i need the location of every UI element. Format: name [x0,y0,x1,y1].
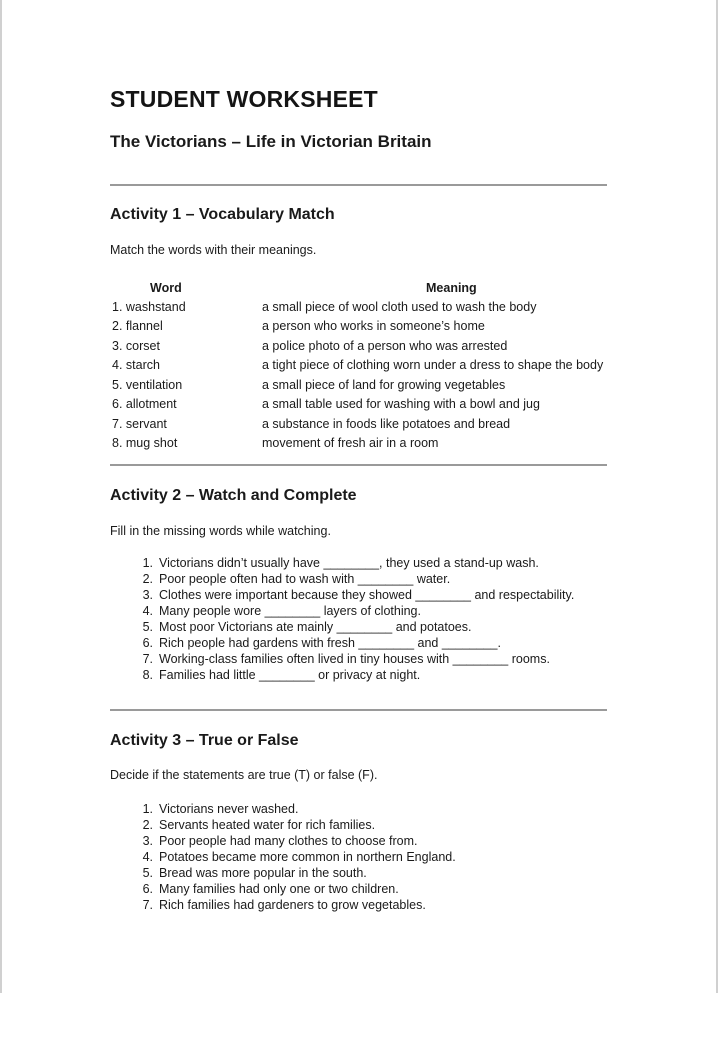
item-number: 4. [142,604,153,618]
list-item [110,635,574,651]
item-number: 1. [142,556,153,570]
vocab-meaning: movement of fresh air in a room [262,436,439,451]
activity1-heading: Activity 1 – Vocabulary Match [110,206,335,223]
item-number: 2. [142,818,153,832]
list-item [110,897,456,913]
item-text: Victorians never washed. [159,802,299,816]
table-row [110,317,610,337]
list-item [110,571,574,587]
page-edge-right [716,0,718,993]
true-false-list [110,801,456,913]
vocab-meaning: a person who works in someone’s home [262,319,485,334]
item-number: 3. [142,588,153,602]
item-number: 5. [142,620,153,634]
list-item [110,555,574,571]
item-number: 7. [142,898,153,912]
item-text: Rich people had gardens with fresh ________ and ________. [159,636,501,650]
item-text: Servants heated water for rich families. [159,818,376,832]
item-text: Poor people had many clothes to choose from. [159,834,418,848]
item-number: 5. [142,866,153,880]
vocab-word: 4. starch [112,358,160,373]
fill-in-list [110,555,574,683]
table-row [110,434,610,454]
activity1-instruction: Match the words with their meanings. [110,243,317,257]
vocab-word: 1. washstand [112,299,186,314]
item-number: 4. [142,850,153,864]
table-row [110,375,610,395]
item-text: Potatoes became more common in northern England. [159,850,456,864]
item-text: Many people wore ________ layers of clothing. [159,604,421,618]
activity2-instruction: Fill in the missing words while watching. [110,524,331,538]
list-item [110,801,456,817]
item-number: 8. [142,668,153,682]
item-text: Working-class families often lived in tiny houses with ________ rooms. [159,652,550,666]
vocab-meaning: a police photo of a person who was arrested [262,338,508,353]
list-item [110,849,456,865]
vocab-word: 5. ventilation [112,377,183,392]
vocab-meaning: a small piece of land for growing vegetables [262,377,506,392]
list-item [110,865,456,881]
vocab-meaning: a small table used for washing with a bowl and jug [262,397,540,412]
page-edge-left [0,0,2,993]
list-item [110,619,574,635]
list-item [110,587,574,603]
vocabulary-table [110,278,610,453]
activity3-instruction: Decide if the statements are true (T) or false (F). [110,768,378,782]
item-number: 6. [142,636,153,650]
item-text: Bread was more popular in the south. [159,866,367,880]
list-item [110,881,456,897]
table-row [110,414,610,434]
item-number: 1. [142,802,153,816]
list-item [110,603,574,619]
vocab-word: 3. corset [112,338,160,353]
vocab-word: 8. mug shot [112,436,178,451]
item-text: Rich families had gardeners to grow vegetables. [159,898,426,912]
vocab-meaning: a tight piece of clothing worn under a dress to shape the body [262,358,604,373]
vocab-meaning: a small piece of wool cloth used to wash the body [262,299,537,314]
item-text: Families had little ________ or privacy at night. [159,668,421,682]
list-item [110,651,574,667]
activity3-heading: Activity 3 – True or False [110,732,299,749]
table-row [110,395,610,415]
item-text: Clothes were important because they showed ________ and respectability. [159,588,575,602]
item-text: Victorians didn’t usually have ________, they used a stand-up wash. [159,556,539,570]
activity2-heading: Activity 2 – Watch and Complete [110,487,357,504]
worksheet-subtitle: The Victorians – Life in Victorian Britain [110,132,432,151]
item-number: 3. [142,834,153,848]
item-text: Most poor Victorians ate mainly ________ and potatoes. [159,620,472,634]
table-row [110,336,610,356]
item-number: 7. [142,652,153,666]
item-number: 2. [142,572,153,586]
vocab-word: 7. servant [112,416,167,431]
item-number: 6. [142,882,153,896]
divider [110,184,607,186]
vocab-word: 6. allotment [112,397,177,412]
divider [110,709,607,711]
table-row [110,356,610,376]
list-item [110,667,574,683]
meaning-column-header: Meaning [426,280,477,295]
item-text: Poor people often had to wash with ________ water. [159,572,451,586]
list-item [110,817,456,833]
vocab-meaning: a substance in foods like potatoes and bread [262,416,511,431]
table-header-row [110,278,610,297]
divider [110,464,607,466]
table-row [110,297,610,317]
vocab-word: 2. flannel [112,319,163,334]
item-text: Many families had only one or two children. [159,882,399,896]
word-column-header: Word [150,280,182,295]
worksheet-title: STUDENT WORKSHEET [110,86,378,112]
list-item [110,833,456,849]
